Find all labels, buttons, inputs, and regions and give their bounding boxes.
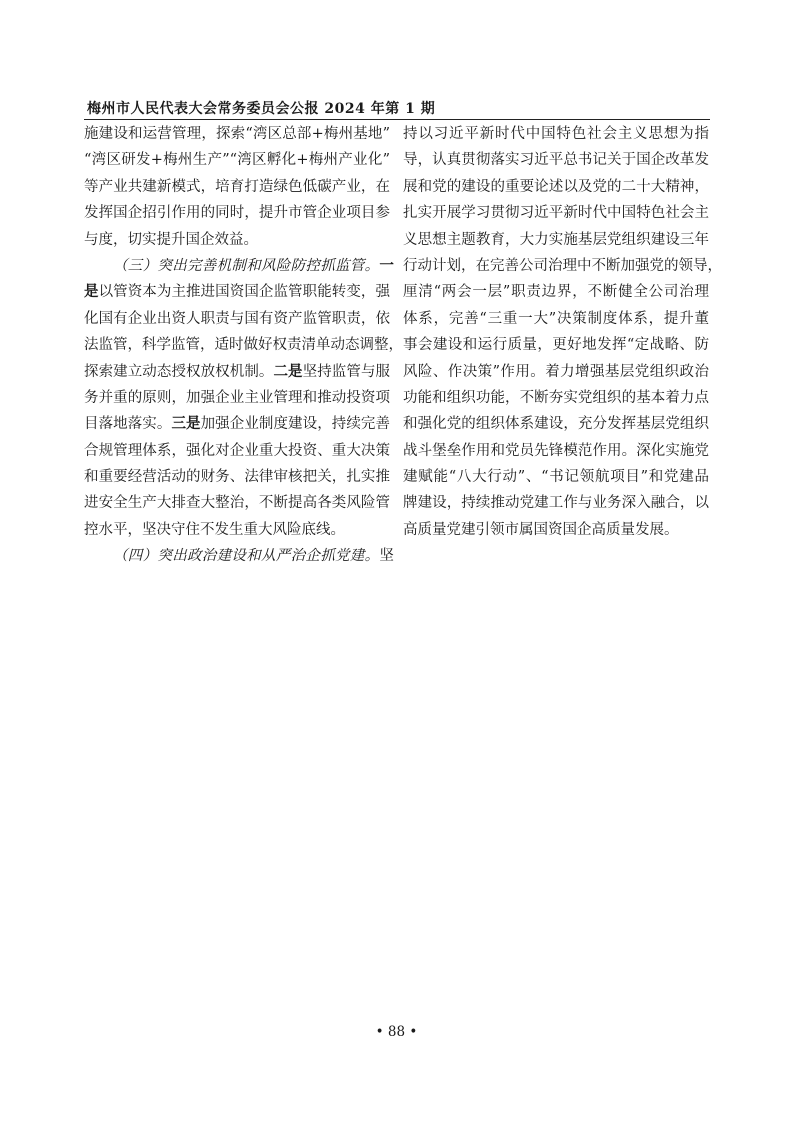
left-text-column	[84, 121, 403, 570]
body-text: 风险、作决策”作用。着力增强基层党组织政治	[403, 363, 709, 380]
text-line	[403, 121, 709, 147]
text-line	[84, 253, 394, 279]
body-text: 厘清“两会一层”职责边界，不断健全公司治理	[403, 284, 709, 301]
text-line	[403, 279, 709, 305]
body-text: 功能和组织功能，不断夯实党组织的基本着力点	[403, 389, 709, 406]
text-line	[84, 332, 403, 358]
body-text: 和强化党的组织体系建设，充分发挥基层党组织	[403, 416, 709, 433]
text-line	[403, 411, 709, 437]
text-line	[403, 253, 722, 279]
body-text: 展和党的建设的重要论述以及党的二十大精神，	[403, 178, 709, 195]
body-text: 探索建立动态授权放权机制。	[84, 363, 274, 380]
body-text: 等产业共建新模式，培育打造绿色低碳产业，在	[84, 178, 390, 195]
body-text: 战斗堡垒作用和党员先锋模范作用。深化实施党	[403, 442, 709, 459]
body-text: 化国有企业出资人职责与国有资产监管职责，依	[84, 310, 390, 327]
emphasis-text: 三是	[171, 415, 201, 433]
text-line	[84, 200, 390, 226]
body-text: “湾区研发+梅州生产”“湾区孵化+梅州产业化”	[84, 152, 390, 169]
text-line	[403, 332, 709, 358]
emphasis-text: 二是	[273, 362, 303, 380]
text-line	[84, 359, 390, 385]
body-text: 法监管，科学监管，适时做好权责清单动态调整，	[84, 337, 403, 354]
text-line	[84, 227, 390, 253]
body-text: 义思想主题教育，大力实施基层党组织建设三年	[403, 231, 709, 248]
text-line	[84, 174, 390, 200]
body-text: 与度，切实提升国企效益。	[84, 231, 258, 248]
text-line	[403, 227, 709, 253]
body-text: 建赋能“八大行动”、“书记领航项目”和党建品	[403, 469, 709, 486]
text-line	[84, 279, 390, 305]
text-line	[403, 200, 709, 226]
text-line	[403, 385, 709, 411]
body-text: 体系，完善“三重一大”决策制度体系，提升董	[403, 310, 709, 327]
body-text: 和重要经营活动的财务、法律审核把关，扎实推	[84, 469, 390, 486]
section-heading: （四）突出政治建设和从严治企抓党建。	[113, 548, 380, 565]
body-text: 目落地落实。	[84, 416, 172, 433]
text-line	[84, 385, 390, 411]
text-line	[403, 438, 709, 464]
text-line	[84, 464, 390, 490]
body-text: 牌建设，持续推动党建工作与业务深入融合，以	[403, 495, 709, 512]
text-line	[403, 517, 709, 543]
section-heading: （三）突出完善机制和风险防控抓监管。	[113, 257, 380, 274]
body-text: 扎实开展学习贯彻习近平新时代中国特色社会主	[403, 205, 709, 222]
text-line	[84, 411, 390, 437]
page-number: • 88 •	[375, 1024, 418, 1040]
text-line	[403, 306, 709, 332]
text-line	[84, 306, 390, 332]
body-text: 合规管理体系，强化对企业重大投资、重大决策	[84, 442, 390, 459]
emphasis-text: 一	[379, 256, 394, 274]
right-text-column	[403, 121, 722, 543]
body-text: 务并重的原则，加强企业主业管理和推动投资项	[84, 389, 390, 406]
text-line	[84, 517, 390, 543]
body-text: 坚	[379, 548, 394, 565]
body-text: 进安全生产大排查大整治，不断提高各类风险管	[84, 495, 390, 512]
body-text: 坚持监管与服	[302, 363, 391, 380]
body-text: 加强企业制度建设，持续完善	[200, 416, 391, 433]
text-line	[403, 464, 709, 490]
text-line	[84, 490, 390, 516]
text-line	[84, 543, 394, 569]
body-text: 控水平，坚决守住不发生重大风险底线。	[84, 521, 345, 538]
text-line	[403, 359, 709, 385]
emphasis-text: 是	[84, 283, 99, 301]
text-line	[403, 174, 709, 200]
header-rule	[84, 119, 710, 120]
body-text: 发挥国企招引作用的同时，提升市管企业项目参	[84, 205, 390, 222]
text-line	[403, 490, 709, 516]
body-text: 以管资本为主推进国资国企监管职能转变，强	[98, 284, 391, 301]
body-text: 施建设和运营管理，探索“湾区总部+梅州基地”	[84, 126, 390, 142]
body-text: 导，认真贯彻落实习近平总书记关于国企改革发	[403, 152, 709, 169]
body-text: 高质量党建引领市属国资国企高质量发展。	[403, 521, 679, 538]
text-line	[403, 147, 709, 173]
body-text: 行动计划，在完善公司治理中不断加强党的领导，	[403, 257, 722, 274]
text-line	[84, 147, 390, 173]
journal-header: 梅州市人民代表大会常务委员会公报 2024 年第 1 期	[87, 101, 436, 117]
text-line	[84, 438, 390, 464]
body-text: 持以习近平新时代中国特色社会主义思想为指	[403, 126, 709, 142]
text-line	[84, 121, 390, 147]
body-text: 事会建设和运行质量，更好地发挥“定战略、防	[403, 337, 709, 354]
